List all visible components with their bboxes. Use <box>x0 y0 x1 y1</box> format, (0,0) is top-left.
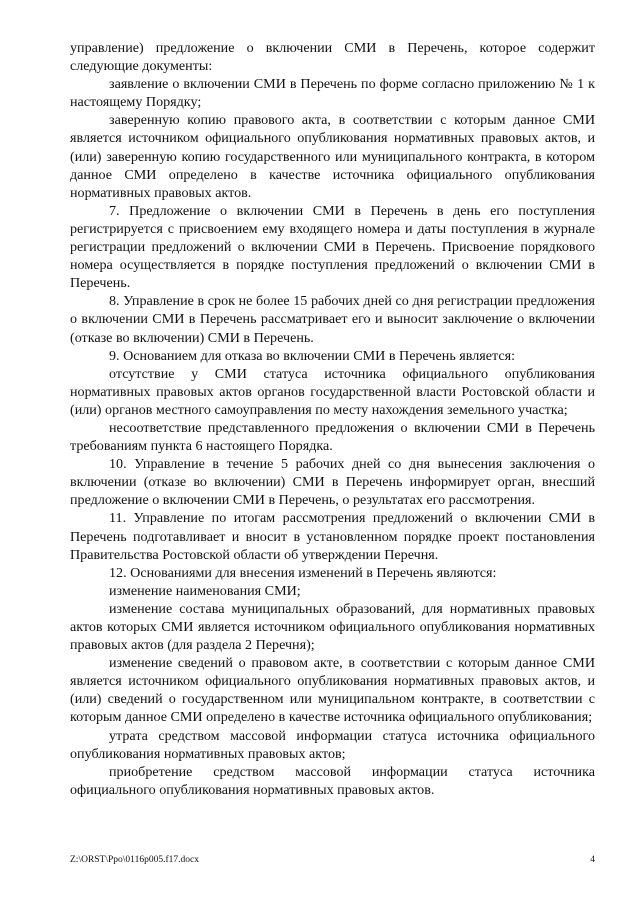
paragraph-clause-11: 11. Управление по итогам рассмотрения предложений о включении СМИ в Перечень подготавливает и вносит в установленном порядке проект постановления Правительства Ростовской области об утверждении Перечня. <box>70 510 595 563</box>
paragraph-change-name: изменение наименования СМИ; <box>109 582 301 599</box>
document-body <box>70 39 595 799</box>
paragraph-continuation: управление) предложение о включении СМИ в Перечень, которое содержит следующие документы: <box>70 40 595 75</box>
paragraph-change-legal-act: изменение сведений о правовом акте, в соответствии с которым данное СМИ является источником официального опубликования нормативных правовых актов, и (или) сведений о государственном или муниципальном контракте, в соответствии с которым данное СМИ определено в качестве источника официального опубликования; <box>70 655 595 726</box>
paragraph-clause-8: 8. Управление в срок не более 15 рабочих дней со дня регистрации предложения о включении СМИ в Перечень рассматривает его и выносит заключение о включении (отказе во включении) СМИ в Перечень. <box>70 293 595 346</box>
paragraph-clause-10: 10. Управление в течение 5 рабочих дней со дня вынесения заключения о включении (отказе во включении) СМИ в Перечень информирует орган, внесший предложение о включении СМИ в Перечень, о результатах его рассмотрения. <box>70 456 595 509</box>
paragraph-refusal-reason-noncompliance: несоответствие представленного предложения о включении СМИ в Перечень требованиям пункта 6 настоящего Порядка. <box>70 419 595 455</box>
footer-file-path: Z:\ORST\Ppo\0116p005.f17.docx <box>70 855 199 865</box>
paragraph-refusal-reason-status: отсутствие у СМИ статуса источника официального опубликования нормативных правовых актов органов государственной власти Ростовской области и (или) органов местного самоуправления по месту нахождения земельного участка; <box>70 365 595 418</box>
paragraph-clause-12: 12. Основаниями для внесения изменений в Перечень являются: <box>109 564 497 581</box>
paragraph-list-item-application: заявление о включении СМИ в Перечень по форме согласно приложению № 1 к настоящему Порядку; <box>70 76 595 111</box>
paragraph-acquisition-of-status: приобретение средством массовой информации статуса источника официального опубликования нормативных правовых актов. <box>70 763 595 798</box>
paragraph-clause-9: 9. Основанием для отказа во включении СМИ в Перечень является: <box>109 347 515 364</box>
page-number: 4 <box>590 855 595 865</box>
paragraph-clause-7: 7. Предложение о включении СМИ в Перечень в день его поступления регистрируется с присвоением ему входящего номера и даты поступления в журнале регистрации предложений о включении СМИ в Перечень. Присвоение порядкового номера осуществляется в порядке поступления предложений о включении СМИ в Перечень. <box>70 202 595 292</box>
paragraph-loss-of-status: утрата средством массовой информации статуса источника официального опубликования нормативных правовых актов; <box>70 727 595 762</box>
paragraph-change-municipalities: изменение состава муниципальных образований, для нормативных правовых актов которых СМИ является источником официального опубликования нормативных правовых актов (для раздела 2 Перечня); <box>70 600 595 654</box>
paragraph-list-item-legal-act-copy: заверенную копию правового акта, в соответствии с которым данное СМИ является источником официального опубликования нормативных правовых актов, и (или) заверенную копию государственного или муниципального контракта, в котором данное СМИ определено в качестве источника официального опубликования нормативных правовых актов. <box>70 112 595 201</box>
